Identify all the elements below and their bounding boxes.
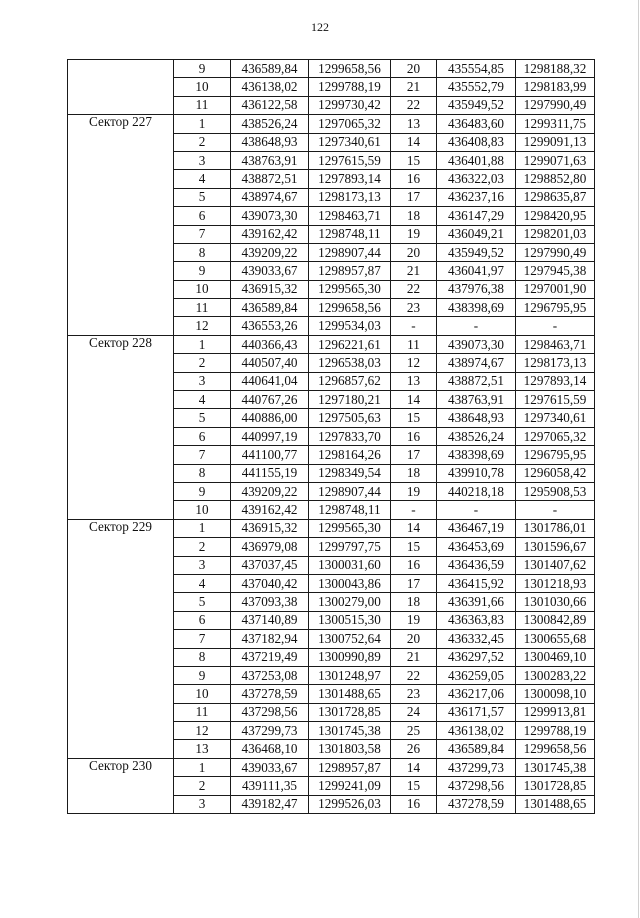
x-coordinate-2: 439910,78 — [437, 464, 516, 482]
y-coordinate-2: 1298188,32 — [516, 60, 595, 78]
point-number-2: 20 — [391, 630, 437, 648]
x-coordinate: 436589,84 — [231, 299, 309, 317]
x-coordinate-2: 436391,66 — [437, 593, 516, 611]
x-coordinate: 440886,00 — [231, 409, 309, 427]
x-coordinate-2: 436408,83 — [437, 133, 516, 151]
point-number: 10 — [174, 685, 231, 703]
y-coordinate-2: 1301218,93 — [516, 574, 595, 592]
point-number: 9 — [174, 262, 231, 280]
point-number-2: - — [391, 317, 437, 335]
x-coordinate: 436468,10 — [231, 740, 309, 758]
point-number-2: 15 — [391, 538, 437, 556]
point-number-2: 19 — [391, 225, 437, 243]
point-number-2: 16 — [391, 170, 437, 188]
y-coordinate-2: 1297615,59 — [516, 391, 595, 409]
y-coordinate: 1301803,58 — [309, 740, 391, 758]
y-coordinate: 1297505,63 — [309, 409, 391, 427]
y-coordinate-2: 1301728,85 — [516, 777, 595, 795]
y-coordinate: 1297180,21 — [309, 391, 391, 409]
x-coordinate-2: 436237,16 — [437, 188, 516, 206]
x-coordinate-2: 440218,18 — [437, 482, 516, 500]
point-number: 9 — [174, 482, 231, 500]
x-coordinate: 441155,19 — [231, 464, 309, 482]
point-number-2: 24 — [391, 703, 437, 721]
page-edge — [638, 0, 639, 918]
point-number-2: 13 — [391, 372, 437, 390]
point-number: 13 — [174, 740, 231, 758]
x-coordinate-2: 436363,83 — [437, 611, 516, 629]
x-coordinate: 437093,38 — [231, 593, 309, 611]
x-coordinate: 439111,35 — [231, 777, 309, 795]
x-coordinate-2: 436147,29 — [437, 207, 516, 225]
point-number: 2 — [174, 538, 231, 556]
y-coordinate: 1300990,89 — [309, 648, 391, 666]
point-number-2: 11 — [391, 335, 437, 353]
table-row — [68, 60, 595, 78]
x-coordinate: 439033,67 — [231, 262, 309, 280]
x-coordinate: 440366,43 — [231, 335, 309, 353]
table-row — [68, 519, 595, 537]
point-number-2: 15 — [391, 777, 437, 795]
point-number: 8 — [174, 464, 231, 482]
y-coordinate-2: 1299658,56 — [516, 740, 595, 758]
y-coordinate: 1298957,87 — [309, 758, 391, 776]
y-coordinate: 1299241,09 — [309, 777, 391, 795]
point-number: 5 — [174, 593, 231, 611]
y-coordinate: 1299788,19 — [309, 78, 391, 96]
point-number: 7 — [174, 446, 231, 464]
x-coordinate-2: 437299,73 — [437, 758, 516, 776]
y-coordinate: 1300752,64 — [309, 630, 391, 648]
point-number-2: 22 — [391, 666, 437, 684]
point-number-2: 20 — [391, 243, 437, 261]
x-coordinate-2: 435554,85 — [437, 60, 516, 78]
y-coordinate: 1300279,00 — [309, 593, 391, 611]
x-coordinate: 438974,67 — [231, 188, 309, 206]
point-number: 3 — [174, 556, 231, 574]
y-coordinate: 1298463,71 — [309, 207, 391, 225]
y-coordinate: 1299658,56 — [309, 60, 391, 78]
y-coordinate-2: - — [516, 317, 595, 335]
point-number-2: 17 — [391, 574, 437, 592]
y-coordinate-2: 1301596,67 — [516, 538, 595, 556]
sector-label: Сектор 229 — [68, 519, 174, 758]
x-coordinate-2: 435949,52 — [437, 243, 516, 261]
point-number-2: - — [391, 501, 437, 519]
point-number-2: 16 — [391, 556, 437, 574]
x-coordinate-2: 438763,91 — [437, 391, 516, 409]
y-coordinate-2: 1297340,61 — [516, 409, 595, 427]
table-row — [68, 758, 595, 776]
y-coordinate: 1298957,87 — [309, 262, 391, 280]
x-coordinate: 437278,59 — [231, 685, 309, 703]
point-number-2: 19 — [391, 611, 437, 629]
x-coordinate: 439209,22 — [231, 482, 309, 500]
y-coordinate-2: 1301030,66 — [516, 593, 595, 611]
y-coordinate: 1298173,13 — [309, 188, 391, 206]
sector-label: Сектор 230 — [68, 758, 174, 813]
x-coordinate-2: 438398,69 — [437, 299, 516, 317]
y-coordinate-2: 1301407,62 — [516, 556, 595, 574]
y-coordinate-2: 1297945,38 — [516, 262, 595, 280]
point-number: 10 — [174, 78, 231, 96]
page-number: 122 — [311, 20, 329, 34]
x-coordinate-2: 438974,67 — [437, 354, 516, 372]
y-coordinate-2: 1298420,95 — [516, 207, 595, 225]
point-number-2: 22 — [391, 96, 437, 114]
x-coordinate: 437040,42 — [231, 574, 309, 592]
y-coordinate: 1299534,03 — [309, 317, 391, 335]
x-coordinate-2: 436322,03 — [437, 170, 516, 188]
y-coordinate-2: 1300283,22 — [516, 666, 595, 684]
point-number: 3 — [174, 372, 231, 390]
point-number-2: 14 — [391, 519, 437, 537]
x-coordinate-2: - — [437, 501, 516, 519]
y-coordinate: 1301248,97 — [309, 666, 391, 684]
x-coordinate: 441100,77 — [231, 446, 309, 464]
y-coordinate-2: 1296795,95 — [516, 446, 595, 464]
point-number: 6 — [174, 427, 231, 445]
point-number-2: 23 — [391, 685, 437, 703]
x-coordinate-2: 436138,02 — [437, 722, 516, 740]
point-number-2: 14 — [391, 133, 437, 151]
point-number: 7 — [174, 225, 231, 243]
x-coordinate: 439162,42 — [231, 225, 309, 243]
x-coordinate-2: 436217,06 — [437, 685, 516, 703]
y-coordinate-2: 1297990,49 — [516, 243, 595, 261]
x-coordinate-2: 436259,05 — [437, 666, 516, 684]
x-coordinate: 440507,40 — [231, 354, 309, 372]
point-number-2: 13 — [391, 115, 437, 133]
x-coordinate: 438526,24 — [231, 115, 309, 133]
table-row — [68, 115, 595, 133]
x-coordinate: 436138,02 — [231, 78, 309, 96]
point-number: 7 — [174, 630, 231, 648]
point-number-2: 14 — [391, 758, 437, 776]
point-number: 4 — [174, 170, 231, 188]
y-coordinate: 1300031,60 — [309, 556, 391, 574]
y-coordinate: 1299797,75 — [309, 538, 391, 556]
point-number: 1 — [174, 519, 231, 537]
x-coordinate-2: 436041,97 — [437, 262, 516, 280]
y-coordinate-2: 1297893,14 — [516, 372, 595, 390]
y-coordinate: 1298164,26 — [309, 446, 391, 464]
x-coordinate-2: 436171,57 — [437, 703, 516, 721]
point-number: 1 — [174, 335, 231, 353]
x-coordinate: 437140,89 — [231, 611, 309, 629]
x-coordinate: 436915,32 — [231, 519, 309, 537]
point-number: 2 — [174, 133, 231, 151]
coordinates-table — [67, 59, 595, 814]
point-number-2: 21 — [391, 648, 437, 666]
x-coordinate: 440997,19 — [231, 427, 309, 445]
x-coordinate: 438872,51 — [231, 170, 309, 188]
x-coordinate: 438763,91 — [231, 151, 309, 169]
y-coordinate: 1299565,30 — [309, 519, 391, 537]
y-coordinate-2: 1301745,38 — [516, 758, 595, 776]
point-number-2: 18 — [391, 464, 437, 482]
y-coordinate: 1299730,42 — [309, 96, 391, 114]
point-number-2: 21 — [391, 262, 437, 280]
point-number: 3 — [174, 151, 231, 169]
point-number: 12 — [174, 722, 231, 740]
y-coordinate: 1298907,44 — [309, 243, 391, 261]
y-coordinate-2: 1300098,10 — [516, 685, 595, 703]
y-coordinate: 1296221,61 — [309, 335, 391, 353]
point-number-2: 17 — [391, 446, 437, 464]
x-coordinate-2: 436589,84 — [437, 740, 516, 758]
y-coordinate-2: 1299788,19 — [516, 722, 595, 740]
point-number-2: 18 — [391, 593, 437, 611]
x-coordinate: 437299,73 — [231, 722, 309, 740]
y-coordinate: 1296538,03 — [309, 354, 391, 372]
x-coordinate-2: 435552,79 — [437, 78, 516, 96]
point-number: 8 — [174, 243, 231, 261]
table-row — [68, 335, 595, 353]
y-coordinate-2: 1298463,71 — [516, 335, 595, 353]
point-number: 3 — [174, 795, 231, 813]
y-coordinate: 1297833,70 — [309, 427, 391, 445]
x-coordinate-2: 438872,51 — [437, 372, 516, 390]
x-coordinate: 436915,32 — [231, 280, 309, 298]
y-coordinate: 1298907,44 — [309, 482, 391, 500]
y-coordinate-2: 1299311,75 — [516, 115, 595, 133]
x-coordinate: 437219,49 — [231, 648, 309, 666]
y-coordinate-2: 1297990,49 — [516, 96, 595, 114]
y-coordinate-2: - — [516, 501, 595, 519]
x-coordinate-2: 436483,60 — [437, 115, 516, 133]
y-coordinate: 1298748,11 — [309, 225, 391, 243]
point-number: 10 — [174, 280, 231, 298]
y-coordinate: 1301745,38 — [309, 722, 391, 740]
point-number-2: 25 — [391, 722, 437, 740]
point-number: 9 — [174, 666, 231, 684]
sector-label — [68, 60, 174, 115]
x-coordinate: 436122,58 — [231, 96, 309, 114]
x-coordinate: 437182,94 — [231, 630, 309, 648]
y-coordinate-2: 1297065,32 — [516, 427, 595, 445]
point-number: 1 — [174, 758, 231, 776]
y-coordinate: 1298349,54 — [309, 464, 391, 482]
point-number: 11 — [174, 96, 231, 114]
x-coordinate-2: 437278,59 — [437, 795, 516, 813]
x-coordinate-2: 436401,88 — [437, 151, 516, 169]
x-coordinate: 439209,22 — [231, 243, 309, 261]
x-coordinate: 436979,08 — [231, 538, 309, 556]
point-number: 1 — [174, 115, 231, 133]
x-coordinate: 437037,45 — [231, 556, 309, 574]
point-number-2: 12 — [391, 354, 437, 372]
y-coordinate-2: 1299071,63 — [516, 151, 595, 169]
point-number: 6 — [174, 611, 231, 629]
y-coordinate: 1300515,30 — [309, 611, 391, 629]
point-number: 8 — [174, 648, 231, 666]
y-coordinate-2: 1298201,03 — [516, 225, 595, 243]
y-coordinate: 1297615,59 — [309, 151, 391, 169]
x-coordinate-2: 436467,19 — [437, 519, 516, 537]
y-coordinate-2: 1296058,42 — [516, 464, 595, 482]
x-coordinate: 438648,93 — [231, 133, 309, 151]
point-number-2: 26 — [391, 740, 437, 758]
y-coordinate: 1297893,14 — [309, 170, 391, 188]
y-coordinate-2: 1300469,10 — [516, 648, 595, 666]
y-coordinate-2: 1296795,95 — [516, 299, 595, 317]
y-coordinate: 1296857,62 — [309, 372, 391, 390]
point-number-2: 14 — [391, 391, 437, 409]
x-coordinate-2: 437298,56 — [437, 777, 516, 795]
point-number: 12 — [174, 317, 231, 335]
point-number: 6 — [174, 207, 231, 225]
y-coordinate: 1297340,61 — [309, 133, 391, 151]
x-coordinate-2: 438526,24 — [437, 427, 516, 445]
x-coordinate-2: - — [437, 317, 516, 335]
point-number: 10 — [174, 501, 231, 519]
point-number: 11 — [174, 703, 231, 721]
x-coordinate-2: 439073,30 — [437, 335, 516, 353]
point-number-2: 22 — [391, 280, 437, 298]
x-coordinate-2: 436332,45 — [437, 630, 516, 648]
x-coordinate-2: 438648,93 — [437, 409, 516, 427]
y-coordinate-2: 1298852,80 — [516, 170, 595, 188]
y-coordinate-2: 1299913,81 — [516, 703, 595, 721]
x-coordinate: 436589,84 — [231, 60, 309, 78]
x-coordinate-2: 436297,52 — [437, 648, 516, 666]
x-coordinate-2: 437976,38 — [437, 280, 516, 298]
point-number-2: 21 — [391, 78, 437, 96]
x-coordinate: 436553,26 — [231, 317, 309, 335]
sector-label: Сектор 228 — [68, 335, 174, 519]
point-number-2: 19 — [391, 482, 437, 500]
y-coordinate-2: 1298635,87 — [516, 188, 595, 206]
point-number: 5 — [174, 188, 231, 206]
point-number: 9 — [174, 60, 231, 78]
y-coordinate: 1299658,56 — [309, 299, 391, 317]
x-coordinate: 439033,67 — [231, 758, 309, 776]
point-number: 4 — [174, 391, 231, 409]
y-coordinate: 1297065,32 — [309, 115, 391, 133]
point-number-2: 23 — [391, 299, 437, 317]
x-coordinate: 437253,08 — [231, 666, 309, 684]
y-coordinate-2: 1301786,01 — [516, 519, 595, 537]
x-coordinate: 439162,42 — [231, 501, 309, 519]
y-coordinate: 1301488,65 — [309, 685, 391, 703]
y-coordinate: 1299526,03 — [309, 795, 391, 813]
point-number-2: 20 — [391, 60, 437, 78]
y-coordinate-2: 1301488,65 — [516, 795, 595, 813]
y-coordinate-2: 1298173,13 — [516, 354, 595, 372]
x-coordinate: 440767,26 — [231, 391, 309, 409]
point-number-2: 17 — [391, 188, 437, 206]
y-coordinate-2: 1300655,68 — [516, 630, 595, 648]
y-coordinate: 1300043,86 — [309, 574, 391, 592]
y-coordinate-2: 1297001,90 — [516, 280, 595, 298]
x-coordinate-2: 435949,52 — [437, 96, 516, 114]
point-number: 2 — [174, 354, 231, 372]
y-coordinate-2: 1299091,13 — [516, 133, 595, 151]
x-coordinate-2: 438398,69 — [437, 446, 516, 464]
y-coordinate-2: 1298183,99 — [516, 78, 595, 96]
point-number: 11 — [174, 299, 231, 317]
x-coordinate-2: 436453,69 — [437, 538, 516, 556]
x-coordinate-2: 436415,92 — [437, 574, 516, 592]
x-coordinate: 439182,47 — [231, 795, 309, 813]
y-coordinate: 1299565,30 — [309, 280, 391, 298]
point-number-2: 16 — [391, 427, 437, 445]
x-coordinate: 437298,56 — [231, 703, 309, 721]
x-coordinate-2: 436436,59 — [437, 556, 516, 574]
point-number: 5 — [174, 409, 231, 427]
y-coordinate: 1298748,11 — [309, 501, 391, 519]
point-number-2: 15 — [391, 151, 437, 169]
x-coordinate: 440641,04 — [231, 372, 309, 390]
x-coordinate: 439073,30 — [231, 207, 309, 225]
y-coordinate: 1301728,85 — [309, 703, 391, 721]
point-number-2: 18 — [391, 207, 437, 225]
y-coordinate-2: 1300842,89 — [516, 611, 595, 629]
x-coordinate-2: 436049,21 — [437, 225, 516, 243]
sector-label: Сектор 227 — [68, 115, 174, 336]
point-number: 2 — [174, 777, 231, 795]
point-number-2: 15 — [391, 409, 437, 427]
point-number: 4 — [174, 574, 231, 592]
point-number-2: 16 — [391, 795, 437, 813]
y-coordinate-2: 1295908,53 — [516, 482, 595, 500]
